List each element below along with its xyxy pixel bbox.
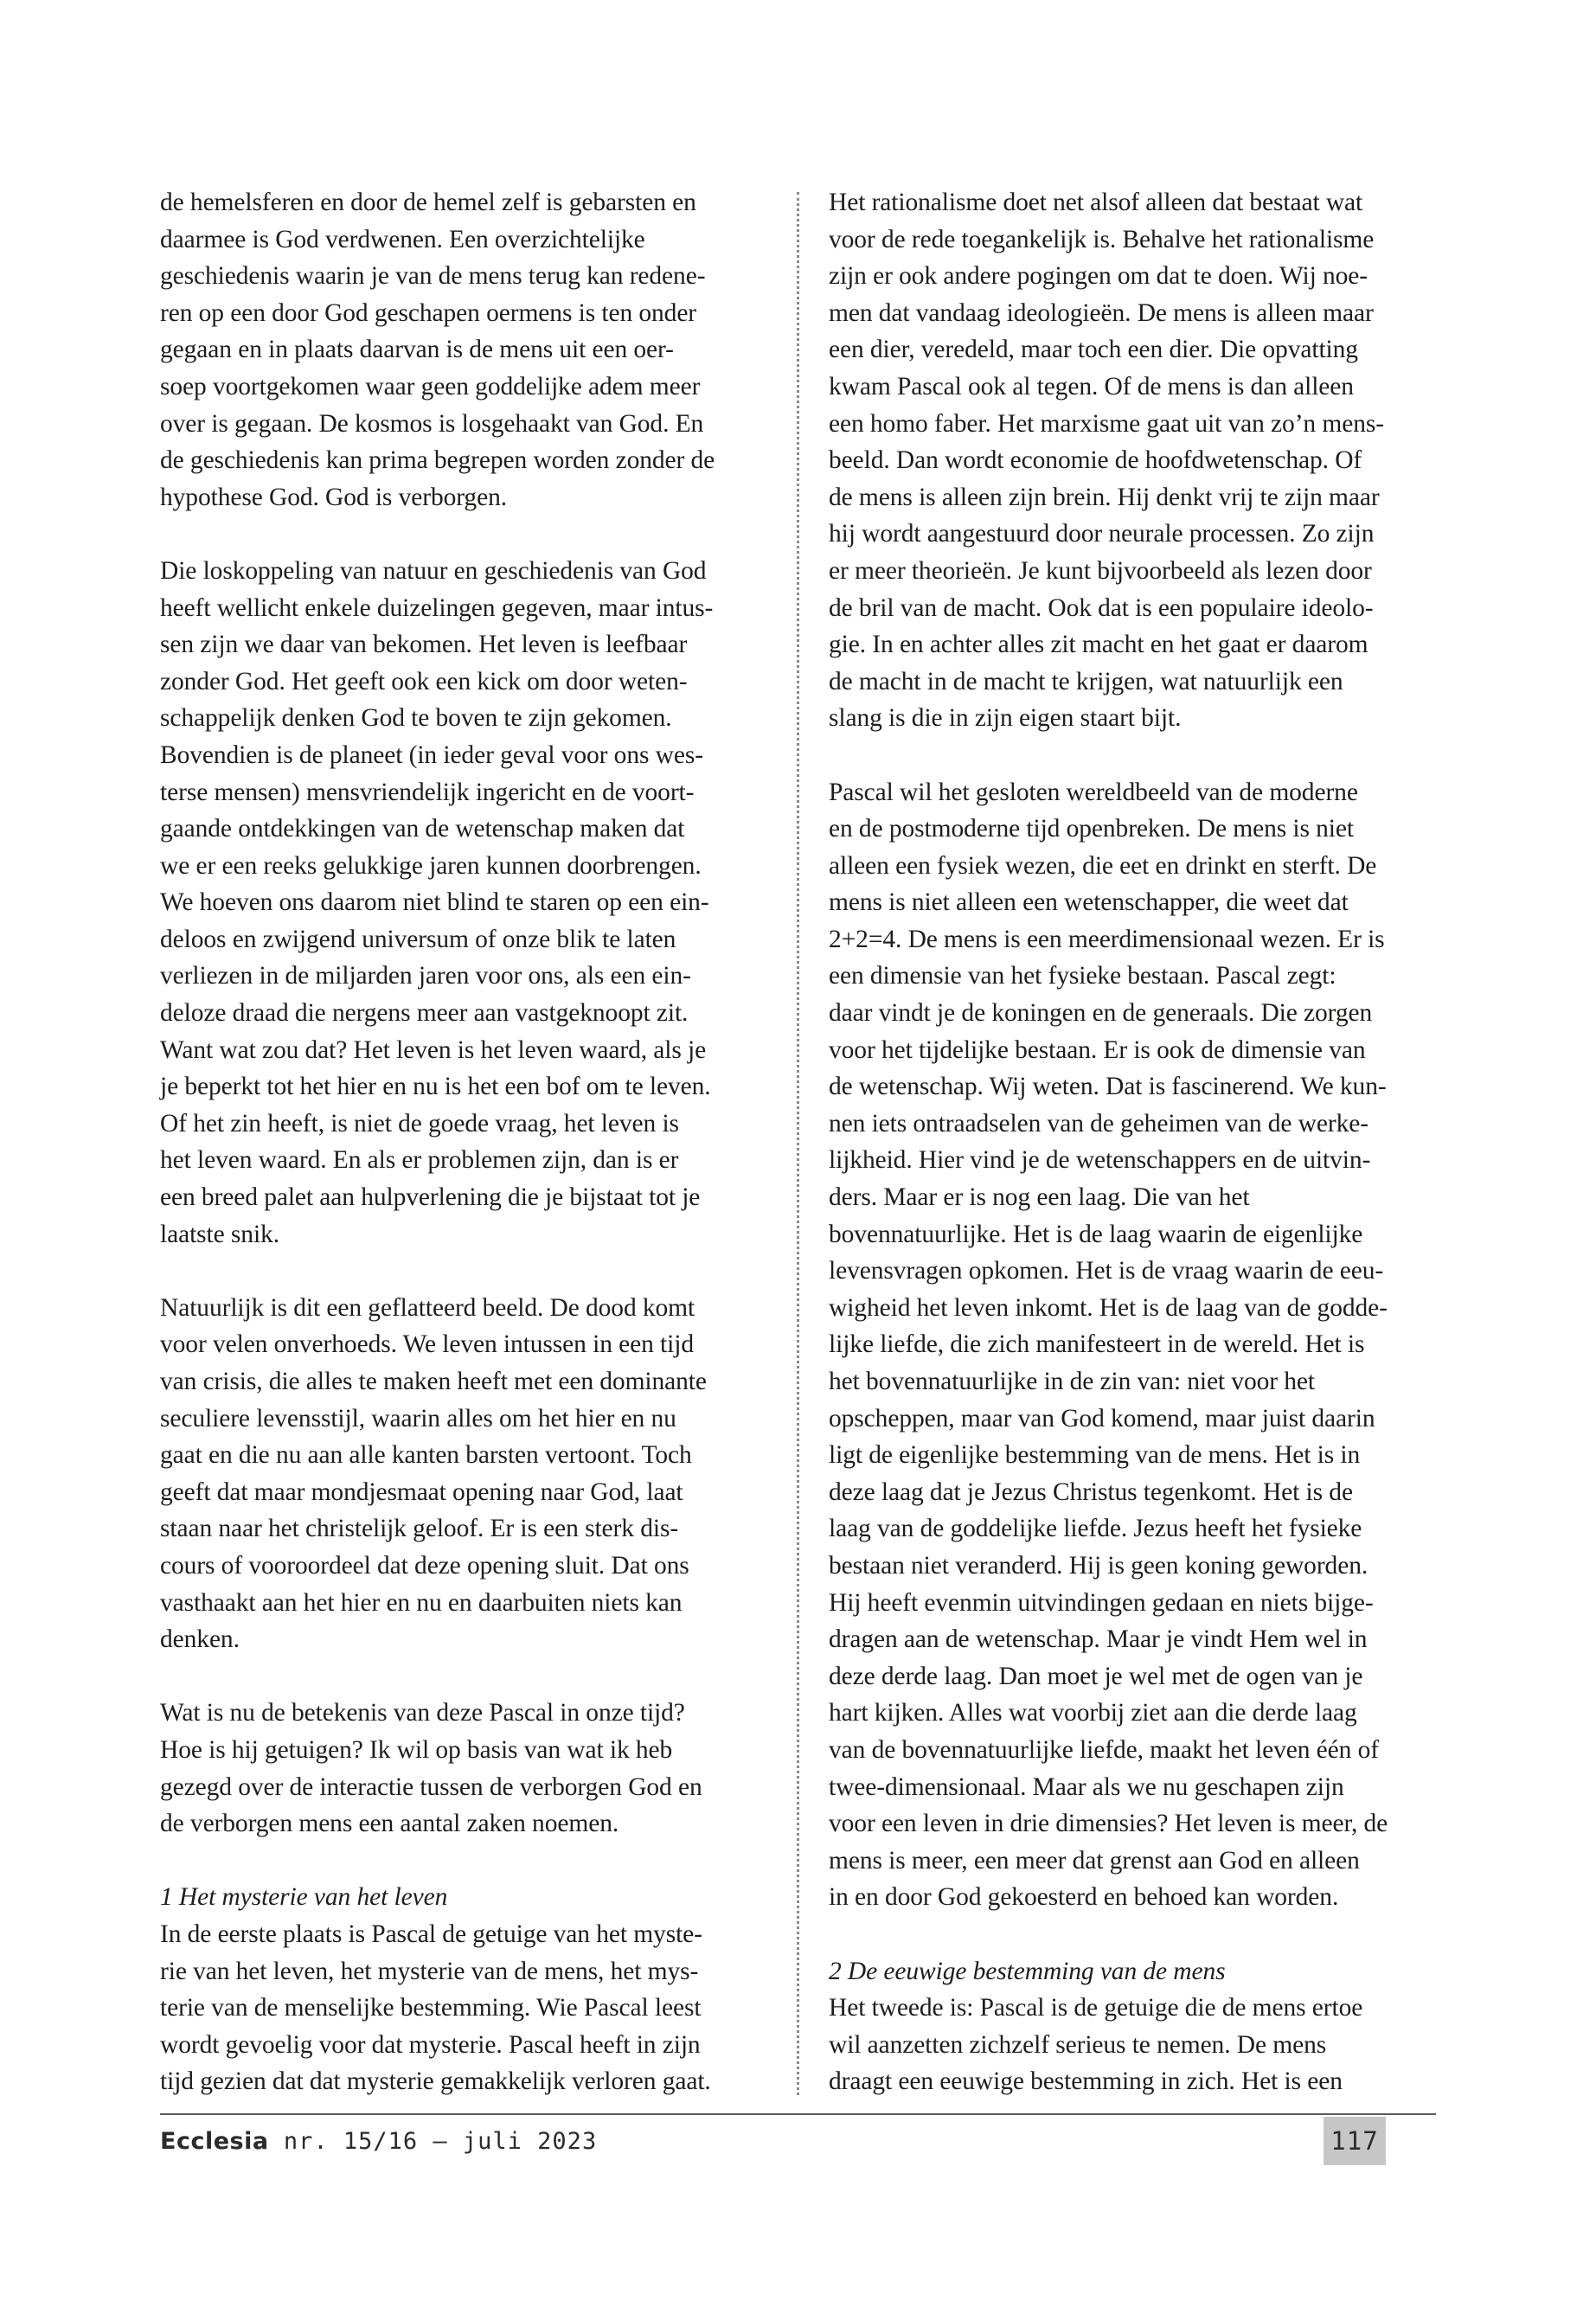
text-line: gaat en die nu aan alle kanten barsten vertoont. Toch [160,1441,692,1470]
text-line: de hemelsferen en door de hemel zelf is gebarsten en [160,189,696,216]
text-line: rie van het leven, het mysterie van de mens, het mys- [160,1957,699,1985]
text-line: de wetenschap. Wij weten. Dat is fascinerend. We kun- [829,1073,1387,1101]
text-line: gezegd over de interactie tussen de verborgen God en [160,1772,702,1801]
text-line: Hoe is hij getuigen? Ik wil op basis van wat ik heb [160,1735,673,1764]
text-line: cours of vooroordeel dat deze opening sluit. Dat ons [160,1551,689,1580]
text-line: wil aanzetten zichzelf serieus te nemen. De mens [829,2030,1327,2059]
text-line: en de postmoderne tijd openbreken. De mens is niet [829,815,1354,843]
text-line: levensvragen opkomen. Het is de vraag waarin de eeu- [829,1257,1384,1285]
paragraph [160,1695,770,1842]
text-line: gegaan en in plaats daarvan is de mens uit een oer- [160,336,674,364]
text-line: twee-dimensionaal. Maar als we nu geschapen zijn [829,1772,1344,1801]
text-line: kwam Pascal ook al tegen. Of de mens is dan alleen [829,372,1354,401]
text-line: deze laag dat je Jezus Christus tegenkomt. Het is de [829,1477,1353,1506]
text-line: deloos en zwijgend universum of onze blik te laten [160,925,676,953]
text-line: geeft dat maar mondjesmaat opening naar God, laat [160,1477,683,1506]
text-line: een dimensie van het fysieke bestaan. Pascal zegt: [829,962,1336,990]
text-line: daarmee is God verdwenen. Een overzichtelijke [160,225,645,253]
text-line: Hij heeft evenmin uitvindingen gedaan en niets bijge- [829,1588,1374,1617]
text-line: geschiedenis waarin je van de mens terug kan redene- [160,262,706,291]
text-line: zijn er ook andere pogingen om dat te doen. Wij noe- [829,262,1368,291]
text-line: de mens is alleen zijn brein. Hij denkt vrij te zijn maar [829,483,1380,511]
text-line: We hoeven ons daarom niet blind te staren op een ein- [160,888,709,917]
paragraph [829,1990,1439,2100]
text-line: Het tweede is: Pascal is de getuige die de mens ertoe [829,1994,1363,2022]
text-line: beeld. Dan wordt economie de hoofdwetenschap. Of [829,446,1362,475]
text-line: een dier, veredeld, maar toch een dier. Die opvatting [829,336,1358,364]
text-line: lijkheid. Hier vind je de wetenschappers en de uitvin- [829,1146,1371,1175]
text-line: Natuurlijk is dit een geflatteerd beeld. De dood komt [160,1293,695,1322]
text-line: vasthaakt aan het hier en nu en daarbuiten niets kan [160,1588,683,1617]
text-line: lijke liefde, die zich manifesteert in de wereld. Het is [829,1330,1365,1359]
text-line: verliezen in de miljarden jaren voor ons, als een ein- [160,962,691,990]
section-subheading: 2 De eeuwige bestemming van de mens [829,1957,1226,1985]
text-line: tijd gezien dat dat mysterie gemakkelijk verloren gaat. [160,2067,711,2096]
text-line: hij wordt aangestuurd door neurale processen. Zo zijn [829,520,1375,548]
text-line: voor het tijdelijke bestaan. Er is ook de dimensie van [829,1035,1366,1064]
text-line: we er een reeks gelukkige jaren kunnen doorbrengen. [160,851,702,880]
text-line: Die loskoppeling van natuur en geschiedenis van God [160,556,707,585]
text-line: de macht in de macht te krijgen, wat natuurlijk een [829,667,1343,695]
paragraph [829,774,1439,1916]
page-number: 117 [1324,2117,1386,2165]
text-line: nen iets ontraadselen van de geheimen van de werke- [829,1109,1368,1138]
text-line: denken. [160,1625,240,1654]
text-line: voor een leven in drie dimensies? Het leven is meer, de [829,1810,1388,1838]
text-line: Wat is nu de betekenis van deze Pascal in onze tijd? [160,1699,685,1727]
text-line: de geschiedenis kan prima begrepen worden zonder de [160,446,715,475]
text-line: ders. Maar er is nog een laag. Die van het [829,1183,1250,1212]
text-line: voor velen onverhoeds. We leven intussen in een tijd [160,1330,694,1359]
text-line: ligt de eigenlijke bestemming van de mens. Het is in [829,1441,1361,1470]
text-line: slang is die in zijn eigen staart bijt. [829,704,1182,733]
text-line: staan naar het christelijk geloof. Er is een sterk dis- [160,1515,679,1543]
text-line: ren op een door God geschapen oermens is ten onder [160,298,697,327]
paragraph [160,553,770,1253]
text-line: een homo faber. Het marxisme gaat uit van zo’n mens- [829,409,1384,438]
text-line: In de eerste plaats is Pascal de getuige van het myste- [160,1920,702,1948]
text-line: 2+2=4. De mens is een meerdimensionaal wezen. Er is [829,925,1385,953]
text-line: terie van de menselijke bestemming. Wie Pascal leest [160,1994,702,2022]
text-line: bestaan niet veranderd. Hij is geen koning geworden. [829,1551,1368,1580]
text-line: deze derde laag. Dan moet je wel met de ogen van je [829,1662,1363,1690]
text-line: van de bovennatuurlijke liefde, maakt het leven één of [829,1735,1379,1764]
text-line: seculiere levensstijl, waarin alles om het hier en nu [160,1404,676,1433]
left-column [160,184,770,2100]
text-line: alleen een fysiek wezen, die eet en drinkt en sterft. De [829,851,1377,880]
text-line: dragen aan de wetenschap. Maar je vindt Hem wel in [829,1625,1368,1654]
text-line: Pascal wil het gesloten wereldbeeld van de moderne [829,778,1358,806]
paragraph [160,1916,770,2100]
text-line: een breed palet aan hulpverlening die je bijstaat tot je [160,1183,701,1212]
text-line: laatste snik. [160,1220,279,1248]
text-line: mens is niet alleen een wetenschapper, die weet dat [829,888,1349,917]
text-line: wigheid het leven inkomt. Het is de laag van de godde- [829,1293,1388,1322]
text-line: de verborgen mens een aantal zaken noemen. [160,1810,619,1838]
text-line: gie. In en achter alles zit macht en het gaat er daarom [829,631,1368,659]
text-line: over is gegaan. De kosmos is losgehaakt van God. En [160,409,704,438]
text-line: het leven waard. En als er problemen zijn, dan is er [160,1146,679,1175]
paragraph [160,1290,770,1658]
text-line: Of het zin heeft, is niet de goede vraag, het leven is [160,1109,679,1138]
text-line: van crisis, die alles te maken heeft met een dominante [160,1368,707,1395]
magazine-name: Ecclesia [160,2128,269,2155]
text-line: heeft wellicht enkele duizelingen gegeven, maar intus- [160,593,714,622]
text-line: er meer theorieën. Je kunt bijvoorbeeld als lezen door [829,556,1372,585]
text-line: terse mensen) mensvriendelijk ingericht en de voort- [160,778,695,806]
text-line: soep voortgekomen waar geen goddelijke adem meer [160,372,701,401]
footer-rule [160,2113,1436,2115]
right-column [829,184,1439,2100]
text-line: voor de rede toegankelijk is. Behalve het rationalisme [829,225,1375,253]
text-line: daar vindt je de koningen en de generaals. Die zorgen [829,999,1373,1028]
column-divider [797,192,799,2095]
text-line: mens is meer, een meer dat grenst aan God en alleen [829,1846,1360,1875]
text-line: hart kijken. Alles wat voorbij ziet aan die derde laag [829,1699,1357,1727]
footer [160,2125,597,2159]
paragraph [160,184,770,516]
text-line: schappelijk denken God te boven te zijn gekomen. [160,704,672,733]
text-line: opscheppen, maar van God komend, maar juist daarin [829,1404,1375,1433]
text-line: laag van de goddelijke liefde. Jezus heeft het fysieke [829,1515,1362,1543]
text-line: deloze draad die nergens meer aan vastgeknoopt zit. [160,999,689,1028]
text-line: hypothese God. God is verborgen. [160,483,507,511]
text-line: sen zijn we daar van bekomen. Het leven is leefbaar [160,631,688,659]
text-line: het bovennatuurlijke in de zin van: niet voor het [829,1368,1315,1395]
text-line: de bril van de macht. Ook dat is een populaire ideolo- [829,593,1374,622]
text-line: je beperkt tot het hier en nu is het een bof om te leven. [160,1073,711,1101]
text-line: men dat vandaag ideologieën. De mens is alleen maar [829,298,1374,327]
text-line: Bovendien is de planeet (in ieder geval voor ons wes- [160,740,703,769]
section-subheading: 1 Het mysterie van het leven [160,1883,448,1912]
text-line: Want wat zou dat? Het leven is het leven waard, als je [160,1035,707,1064]
text-line: gaande ontdekkingen van de wetenschap maken dat [160,815,685,843]
text-line: draagt een eeuwige bestemming in zich. Het is een [829,2067,1343,2096]
text-line: in en door God gekoesterd en behoed kan worden. [829,1883,1339,1912]
text-line: wordt gevoelig voor dat mysterie. Pascal heeft in zijn [160,2030,701,2059]
text-line: bovennatuurlijke. Het is de laag waarin de eigenlijke [829,1220,1363,1248]
text-line: zonder God. Het geeft ook een kick om door weten- [160,667,688,695]
text-line: Het rationalisme doet net alsof alleen dat bestaat wat [829,189,1363,216]
issue-info: nr. 15/16 – juli 2023 [268,2128,598,2155]
paragraph [829,184,1439,737]
